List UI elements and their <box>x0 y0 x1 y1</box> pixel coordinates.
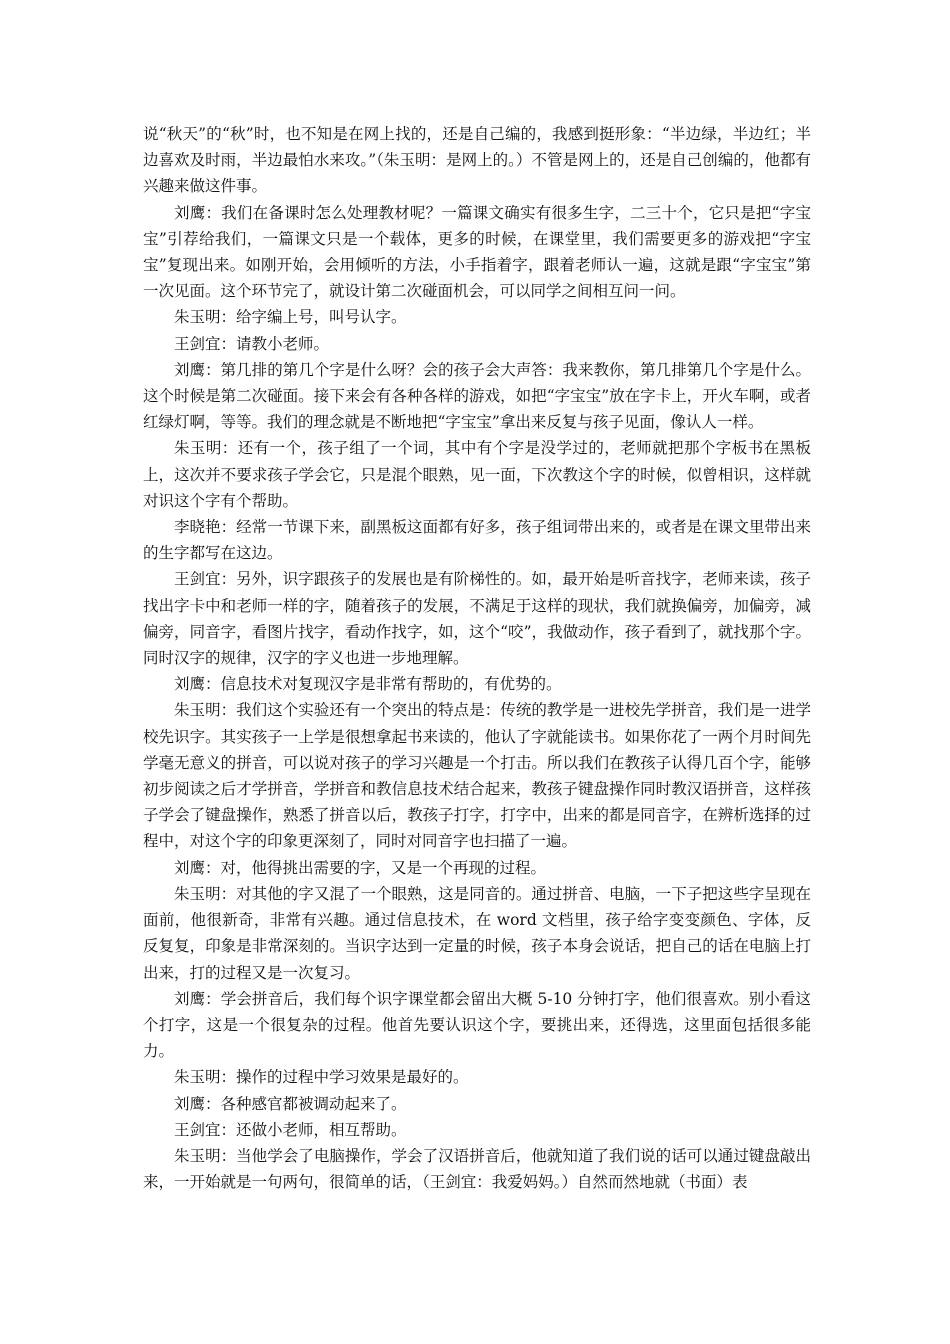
paragraph: 王剑宜：还做小老师，相互帮助。 <box>174 1120 407 1139</box>
paragraph: 王剑宜：另外，识字跟孩子的发展也是有阶梯性的。如，最开始是听音找字，老师来读，孩子找出字卡中和老师一样的字，随着孩子的发展，不满足于这样的现状，我们就换偏旁，加偏旁，减偏旁，同音字，看图片找字，看动作找字，如，这个“咬”，我做动作，孩子看到了，就找那个字。同时汉字的规律，汉字的字义也进一步地理解。 <box>143 570 811 668</box>
paragraph: 说“秋天”的“秋”时，也不知是在网上找的，还是自己编的，我感到挺形象：“半边绿，半边红；半边喜欢及时雨，半边最怕水来攻。”（朱玉明：是网上的。）不管是网上的，还是自己创编的，他都有兴趣来做这件事。 <box>143 125 811 196</box>
paragraph: 朱玉明：我们这个实验还有一个突出的特点是：传统的教学是一进校先学拼音，我们是一进学校先识字。其实孩子一上学是很想拿起书来读的，他认了字就能读书。如果你花了一两个月时间先学毫无意义的拼音，可以说对孩子的学习兴趣是一个打击。所以我们在教孩子认得几百个字，能够初步阅读之后才学拼音，学拼音和教信息技术结合起来，教孩子键盘操作同时教汉语拼音，这样孩子学会了键盘操作，熟悉了拼音以后，教孩子打字，打字中，出来的都是同音字，在辨析选择的过程中，对这个字的印象更深刻了，同时对同音字也扫描了一遍。 <box>143 701 811 851</box>
document-page <box>143 121 811 1195</box>
paragraph: 朱玉明：当他学会了电脑操作，学会了汉语拼音后，他就知道了我们说的话可以通过键盘敲出来，一开始就是一句两句，很简单的话，（王剑宜：我爱妈妈。）自然而然地就（书面）表 <box>143 1146 811 1192</box>
paragraph: 李晓艳：经常一节课下来，副黑板这面都有好多，孩子组词带出来的，或者是在课文里带出来的生字都写在这边。 <box>143 518 811 563</box>
paragraph: 朱玉明：对其他的字又混了一个眼熟，这是同音的。通过拼音、电脑，一下子把这些字呈现在面前，他很新奇，非常有兴趣。通过信息技术，在 word 文档里，孩子给字变变颜色、字体，反反复复，印象是非常深刻的。当识字达到一定量的时候，孩子本身会说话，把自己的话在电脑上打出来，打的过程又是一次复习。 <box>143 884 811 982</box>
paragraph: 刘鹰：信息技术对复现汉字是非常有帮助的，有优势的。 <box>174 675 562 694</box>
paragraph: 刘鹰：我们在备课时怎么处理教材呢？一篇课文确实有很多生字，二三十个，它只是把“字宝宝”引荐给我们，一篇课文只是一个载体，更多的时候，在课堂里，我们需要更多的游戏把“字宝宝”复现出来。如刚开始，会用倾听的方法，小手指着字，跟着老师认一遍，这就是跟“字宝宝”第一次见面。这个环节完了，就设计第二次碰面机会，可以同学之间相互问一问。 <box>143 203 811 301</box>
paragraph: 刘鹰：各种感官都被调动起来了。 <box>174 1094 407 1113</box>
paragraph: 刘鹰：对，他得挑出需要的字，又是一个再现的过程。 <box>174 858 547 877</box>
paragraph: 朱玉明：给字编上号，叫号认字。 <box>174 308 407 327</box>
paragraph: 朱玉明：还有一个，孩子组了一个词，其中有个字是没学过的，老师就把那个字板书在黑板上，这次并不要求孩子学会它，只是混个眼熟，见一面，下次教这个字的时候，似曾相识，这样就对识这个字有个帮助。 <box>143 439 811 510</box>
paragraph: 刘鹰：学会拼音后，我们每个识字课堂都会留出大概 5-10 分钟打字，他们很喜欢。别小看这个打字，这是一个很复杂的过程。他首先要认识这个字，要挑出来，还得选，这里面包括很多能力。 <box>143 989 811 1061</box>
paragraph: 王剑宜：请教小老师。 <box>174 334 330 353</box>
paragraph: 刘鹰：第几排的第几个字是什么呀？会的孩子会大声答：我来教你，第几排第几个字是什么。这个时候是第二次碰面。接下来会有各种各样的游戏，如把“字宝宝”放在字卡上，开火车啊，或者红绿灯啊，等等。我们的理念就是不断地把“字宝宝”拿出来反复与孩子见面，像认人一样。 <box>143 360 811 432</box>
paragraph: 朱玉明：操作的过程中学习效果是最好的。 <box>174 1068 469 1087</box>
